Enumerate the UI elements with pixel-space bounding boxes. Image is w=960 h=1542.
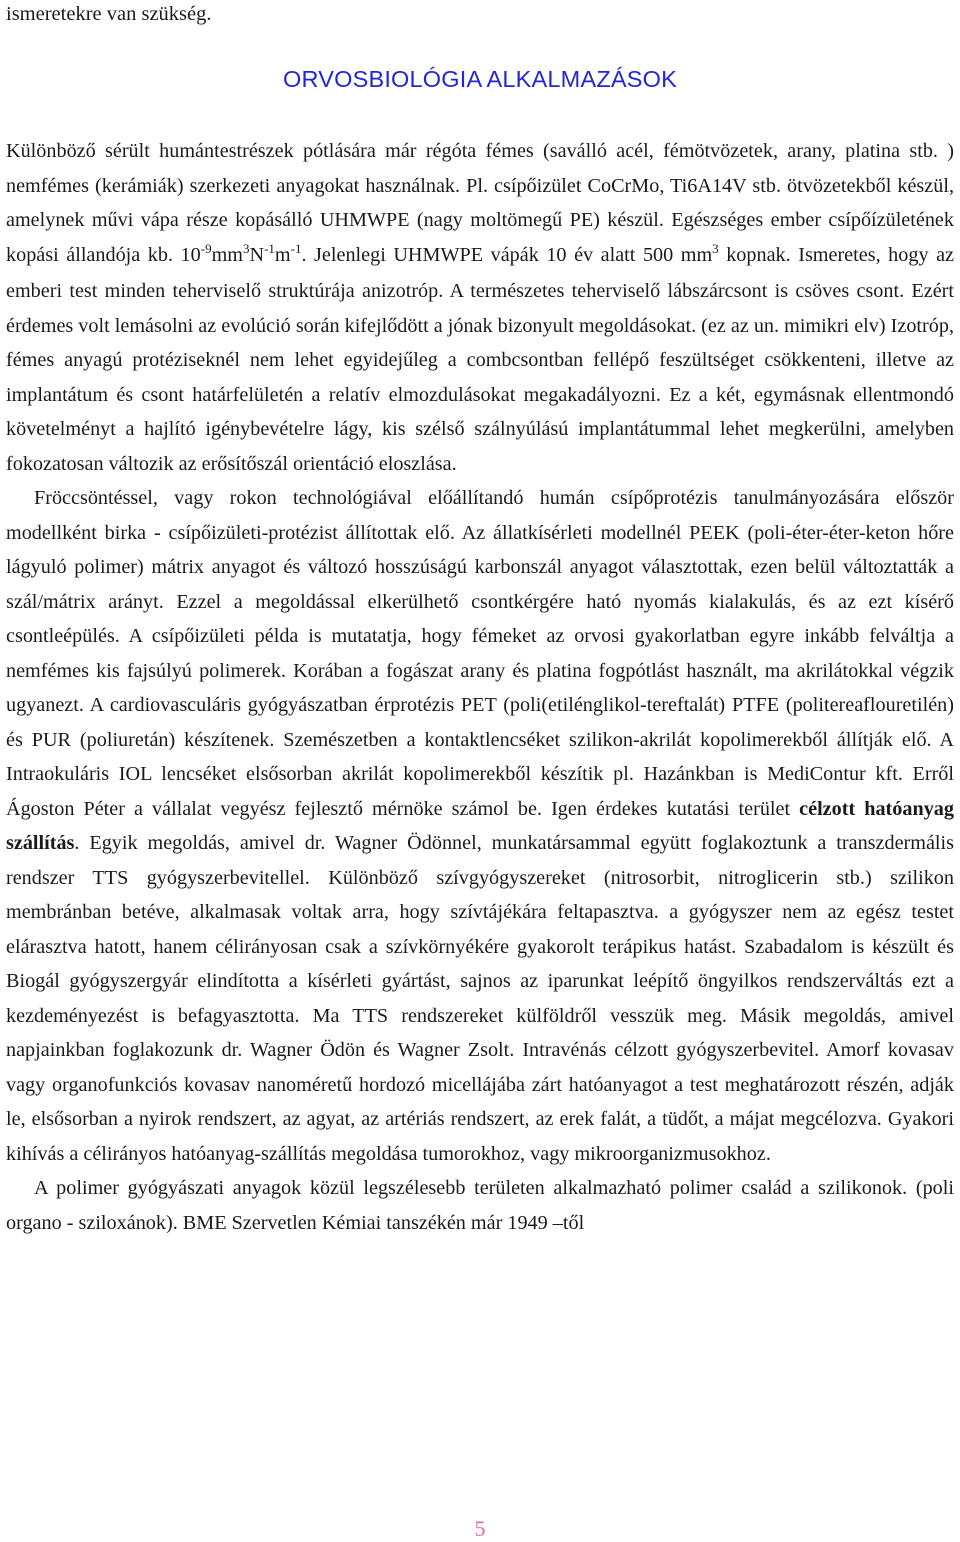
p1-text-b: mm [211,243,243,266]
body-text [6,134,954,1240]
section-heading: ORVOSBIOLÓGIA ALKALMAZÁSOK [283,66,677,92]
p1-sup-2: 3 [242,240,250,256]
p1-text-d: m [274,243,291,266]
previous-text-fragment: ismeretekre van szükség. [6,3,212,25]
p1-text-f: kopnak. Ismeretes, hogy az emberi test minden teherviselő struktúrája anizotróp. A természetes teherviselő lábszárcsont is csöves csont. Ezért érdemes volt lemásolni az evolúció során kifejlődött a jónak bizonyult megoldásokat. (ez az un. mimikri elv) Izotróp, fémes anyagú protéziseknél nem lehet egyidejűleg a combcsontban fellépő feszültséget csökkenteni, illetve az implantátum és csont határfelületén a relatív elmozdulásokat megakadályozni. Ez a két, egymásnak ellentmondó követelményt a hajlító igénybevételre lágy, kis szélső szálnyúlású implantátummal lehet megkerülni, amelyben fokozatosan változik az erősítőszál orientáció eloszlása. [6,243,954,475]
paragraph-1 [6,134,954,481]
p1-sup-4: -1 [290,240,302,256]
p1-text-c: N [249,243,265,266]
p2-text-b: . Egyik megoldás, amivel dr. Wagner Ödönnel, munkatársammal együtt foglakoztunk a transzdermális rendszer TTS gyógyszerbevitellel. Különböző szívgyógyszereket (nitrosorbit, nitroglicerin stb.) szilikon membránban betéve, alkalmasak voltak arra, hogy szívtájékára feltapasztva. a gyógyszer nem az egész testet elárasztva hatott, hanem célirányosan csak a szívkörnyékére gyakorolt terápikus hatást. Szabadalom is készült és Biogál gyógyszergyár elindította a kísérleti gyártást, sajnos az iparunkat leépítő öngyilkos rendszerváltás ezt a kezdeményezést is befagyasztotta. Ma TTS rendszereket külföldről vesszük meg. Másik megoldás, amivel napjainkban foglakozunk dr. Wagner Ödön és Wagner Zsolt. Intravénás célzott gyógyszerbevitel. Amorf kovasav vagy organofunkciós kovasav nanoméretű hordozó micellájába zárt hatóanyagot a test meghatározott részén, adják le, elsősorban a nyirok rendszert, az agyat, az artériás rendszert, az erek falát, a tüdőt, a májat megcélozva. Gyakori kihívás a célirányos hatóanyag-szállítás megoldása tumorokhoz, vagy mikroorganizmusokhoz. [6,832,954,1165]
p1-text-e: . Jelenlegi UHMWPE vápák 10 év alatt 500 mm [301,243,713,266]
p2-text-a: Fröccsöntéssel, vagy rokon technológiával előállítandó humán csípőprotézis tanulmányozására először modellként birka - csípőizületi-protézist állítottak elő. Az állatkísérleti modellnél PEEK (poli-éter-éter-keton hőre lágyuló polimer) mátrix anyagot és változó hosszúságú karbonszál anyagot választottak, ezen belül változtatták a szál/mátrix arányt. Ezzel a megoldással elkerülhető csontkérgére ható nyomás kialakulás, és az ezt kísérő csontleépülés. A csípőizületi példa is mutatatja, hogy fémeket az orvosi gyakorlatban egyre inkább felváltja a nemfémes kis fajsúlyú polimerek. Korában a fogászat arany és platina fogpótlást használt, ma akrilátokkal végzik ugyanezt. A cardiovasculáris gyógyászatban érprotézis PET (poli(etilénglikol-tereftalát) PTFE (politereaflouretilén) és PUR (poliuretán) készítenek. Szemészetben a kontaktlencséket szilikon-akrilát kopolimerekből állítják elő. A Intraokuláris IOL lencséket elsősorban akrilát kopolimerekből készítik pl. Hazánkban is MediContur kft. Erről Ágoston Péter a vállalat vegyész fejlesztő mérnöke számol be. Igen érdekes kutatási terület [6,487,954,820]
p1-sup-3: -1 [264,240,275,256]
paragraph-3: A polimer gyógyászati anyagok közül legszélesebb területen alkalmazható polimer család a szilikonok. (poli organo - sziloxánok). BME Szervetlen Kémiai tanszékén már 1949 –től [6,1177,954,1234]
p1-sup-5: 3 [712,240,719,256]
p1-text-a: Különböző sérült humántestrészek pótlására már régóta fémes (saválló acél, fémötvözetek, arany, platina stb. ) nemfémes (kerámiák) szerkezeti anyagokat használnak. Pl. csípőizület CoCrMo, Ti6A14V stb. ötvözetekből készül, amelynek művi vápa része kopásálló UHMWPE (nagy moltömegű PE) készül. Egészséges ember csípőízületének kopási állandója kb. 10 [6,140,954,266]
p1-sup-1: -9 [200,240,212,256]
paragraph-2 [6,481,954,1171]
page-number: 5 [474,1516,486,1541]
p2-bold-term: célzott hatóanyag szállítás [6,797,954,854]
